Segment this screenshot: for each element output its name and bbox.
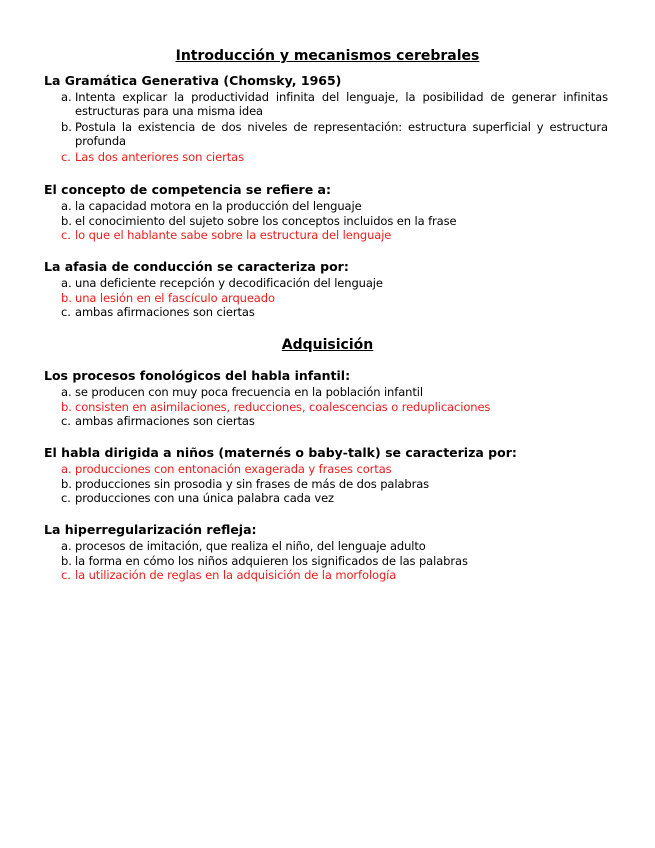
option-marker: a. — [61, 276, 72, 290]
question-title: El habla dirigida a niños (maternés o baby-talk) se caracteriza por: — [44, 445, 517, 460]
option-b — [44, 400, 608, 415]
question-block — [44, 522, 608, 583]
option-marker: b. — [61, 290, 72, 305]
option-c — [44, 228, 608, 243]
option-marker: c. — [61, 305, 71, 319]
question-block — [44, 259, 608, 320]
option-b — [44, 477, 608, 492]
option-list — [44, 539, 608, 583]
option-text: la forma en cómo los niños adquieren los significados de las palabras — [75, 553, 468, 568]
option-text: producciones con entonación exagerada y frases cortas — [75, 462, 392, 476]
option-a — [44, 385, 608, 400]
option-text: lo que el hablante sabe sobre la estructura del lenguaje — [75, 228, 392, 242]
option-b — [44, 120, 608, 148]
question-title: Los procesos fonológicos del habla infantil: — [44, 368, 351, 383]
option-marker: a. — [61, 539, 72, 553]
option-marker: a. — [61, 199, 72, 213]
option-text: Las dos anteriores son ciertas — [75, 150, 245, 164]
option-marker: a. — [61, 385, 72, 399]
option-a — [44, 199, 608, 214]
option-text: ambas afirmaciones son ciertas — [75, 305, 255, 319]
option-c — [44, 150, 608, 164]
option-marker: c. — [61, 228, 71, 242]
option-b — [44, 214, 608, 229]
section-title-intro: Introducción y mecanismos cerebrales — [175, 48, 480, 64]
question-title: La afasia de conducción se caracteriza por: — [44, 259, 349, 274]
option-c — [44, 491, 608, 506]
option-c — [44, 305, 608, 320]
option-text: se producen con muy poca frecuencia en la población infantil — [75, 385, 423, 399]
question-title: El concepto de competencia se refiere a: — [44, 182, 331, 197]
option-list — [44, 462, 608, 506]
option-a — [44, 539, 608, 554]
option-text: Postula la existencia de dos niveles de representación: estructura superficial y estructura profunda — [75, 120, 608, 148]
option-c — [44, 568, 608, 583]
option-marker: c. — [61, 568, 71, 582]
question-block — [44, 368, 608, 429]
option-c — [44, 414, 608, 429]
option-text: la utilización de reglas en la adquisición de la morfología — [75, 568, 397, 582]
question-title: La hiperregularización refleja: — [44, 522, 257, 537]
option-marker: b. — [61, 213, 72, 228]
option-marker: c. — [61, 491, 71, 505]
option-text: ambas afirmaciones son ciertas — [75, 414, 255, 428]
option-list — [44, 90, 608, 164]
option-text: la capacidad motora en la producción del lenguaje — [75, 199, 362, 213]
option-text: Intenta explicar la productividad infinita del lenguaje, la posibilidad de generar infinitas estructuras para una misma idea — [75, 90, 608, 118]
option-text: producciones con una única palabra cada vez — [75, 491, 334, 505]
option-marker: c. — [61, 414, 71, 428]
question-block — [44, 445, 608, 506]
section-title-adquisicion: Adquisición — [281, 337, 374, 353]
question-block — [44, 182, 608, 243]
option-a — [44, 90, 608, 118]
option-a — [44, 462, 608, 477]
option-text: consisten en asimilaciones, reducciones, coalescencias o reduplicaciones — [75, 399, 491, 414]
option-marker: b. — [61, 399, 72, 414]
option-text: una lesión en el fascículo arqueado — [75, 290, 275, 305]
option-b — [44, 291, 608, 306]
question-block — [44, 73, 608, 166]
option-marker: a. — [61, 462, 72, 476]
option-list — [44, 385, 608, 429]
option-text: el conocimiento del sujeto sobre los conceptos incluidos en la frase — [75, 213, 457, 228]
option-marker: b. — [61, 553, 72, 568]
question-title: La Gramática Generativa (Chomsky, 1965) — [44, 73, 342, 88]
option-marker: c. — [61, 150, 71, 164]
option-a — [44, 276, 608, 291]
option-text: procesos de imitación, que realiza el niño, del lenguaje adulto — [75, 539, 426, 553]
option-text: una deficiente recepción y decodificación del lenguaje — [75, 276, 383, 290]
option-marker: a. — [61, 90, 72, 104]
option-text: producciones sin prosodia y sin frases de más de dos palabras — [75, 476, 430, 491]
option-list — [44, 276, 608, 320]
option-b — [44, 554, 608, 569]
option-marker: b. — [61, 476, 72, 491]
option-list — [44, 199, 608, 243]
option-marker: b. — [61, 120, 72, 134]
